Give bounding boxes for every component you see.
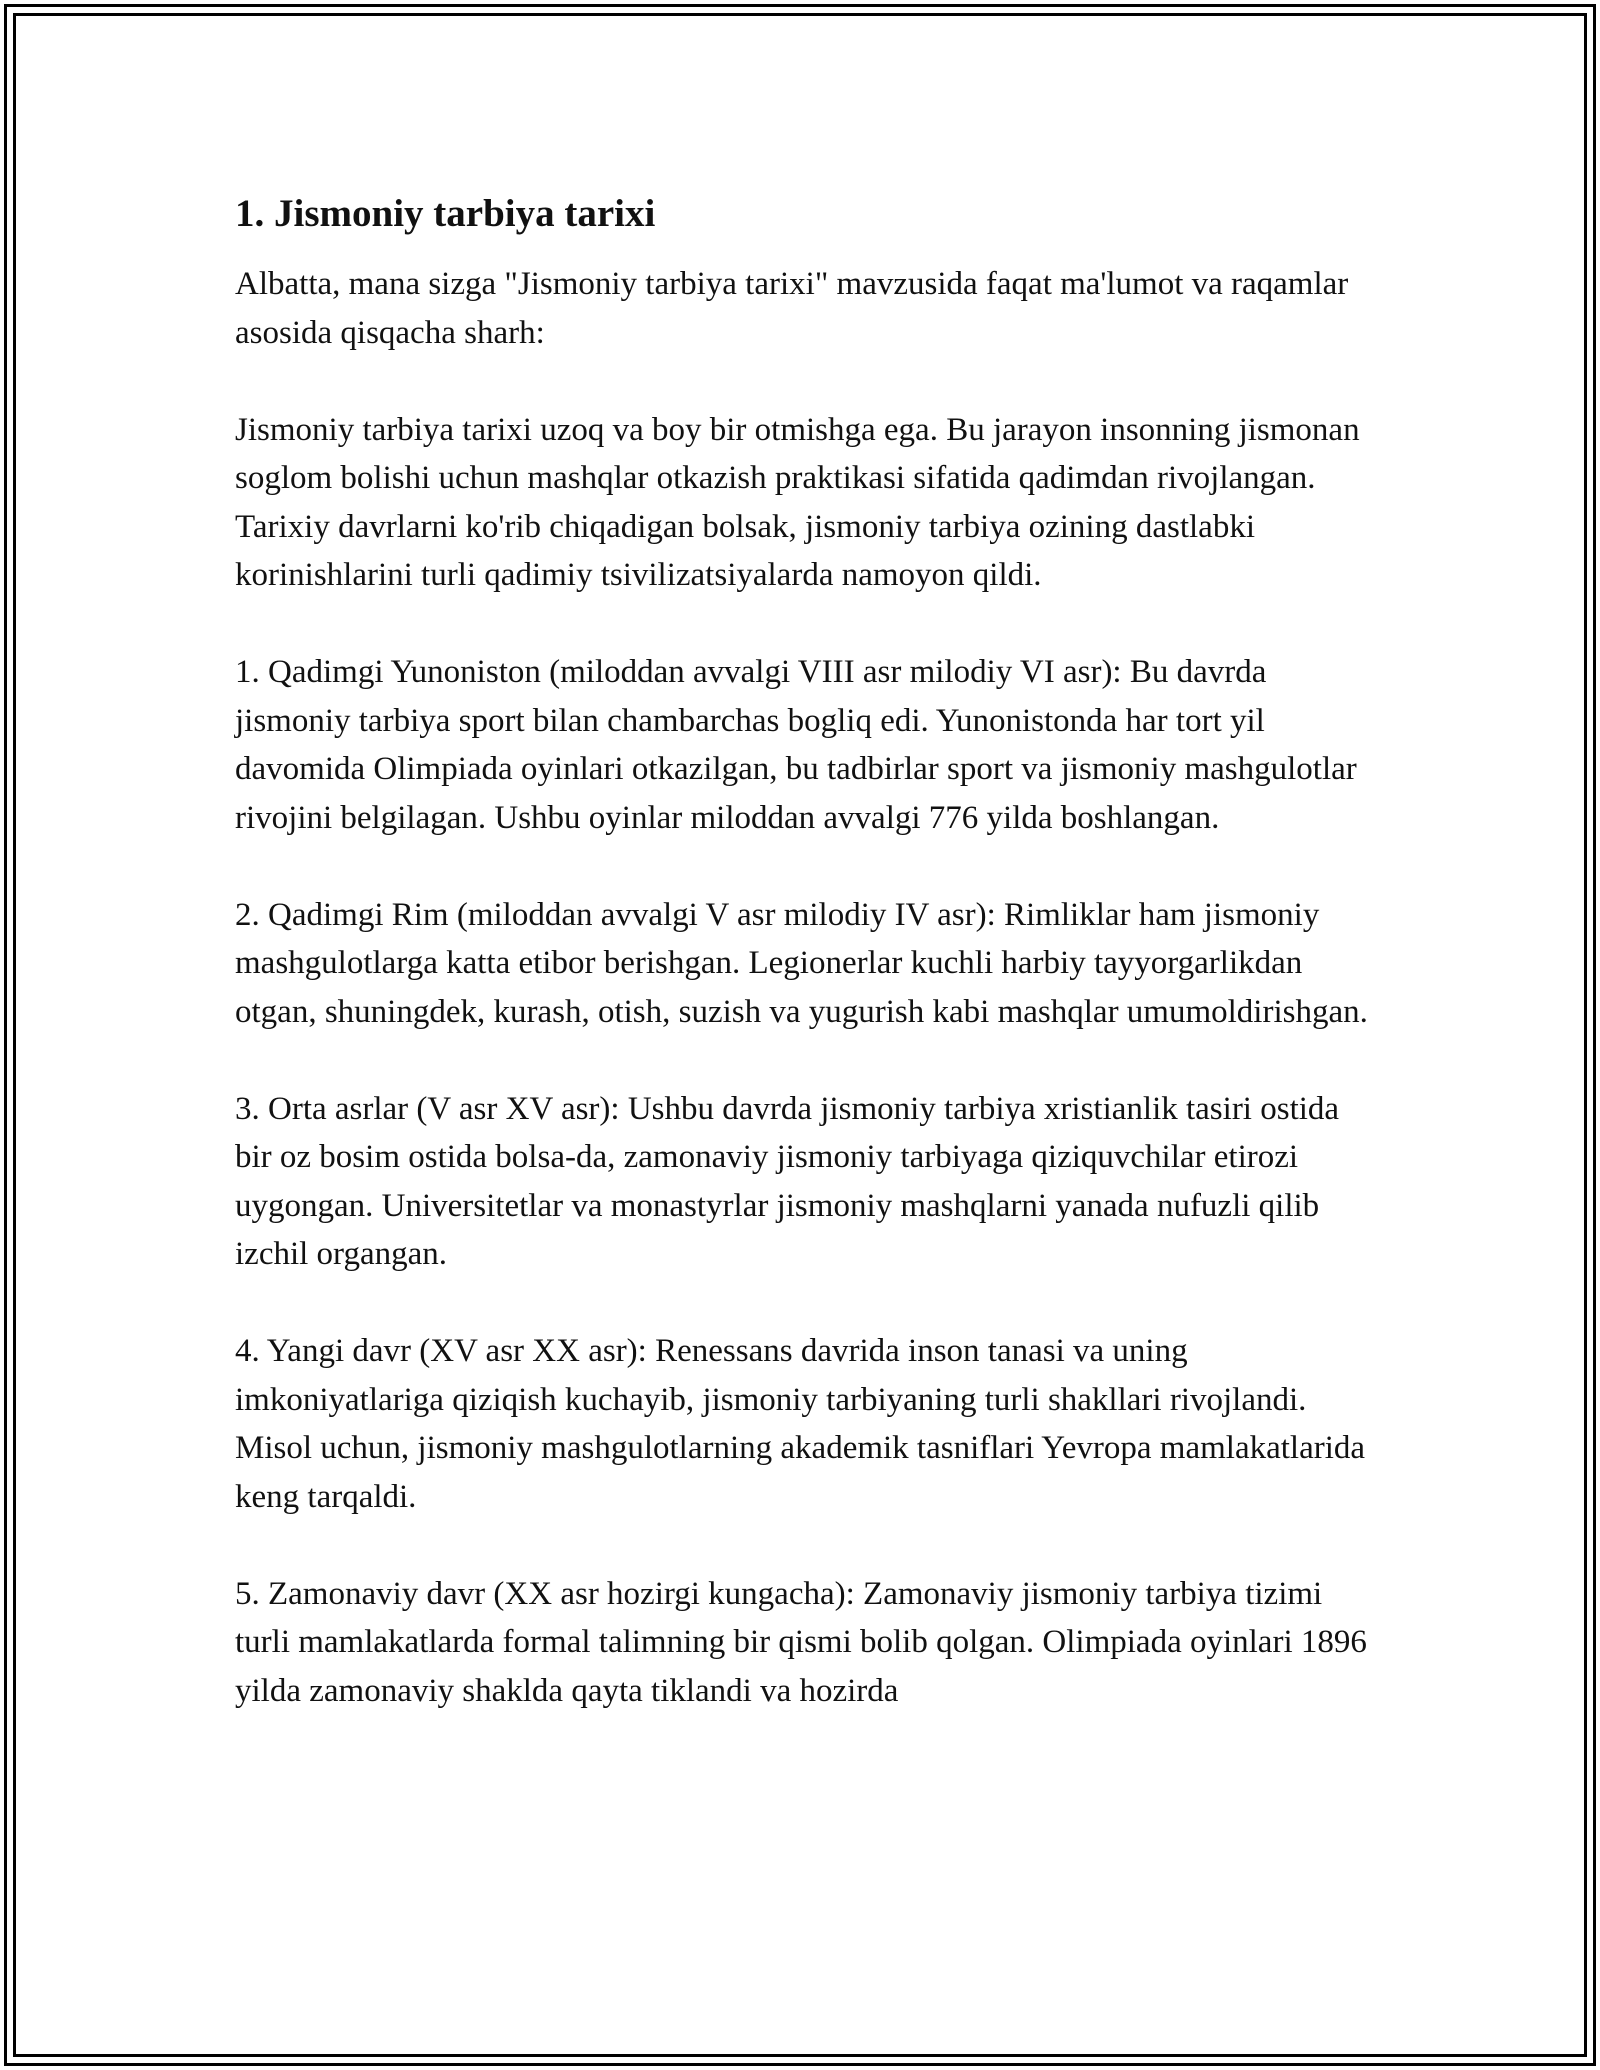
period-ancient-greece-paragraph: 1. Qadimgi Yunoniston (miloddan avvalgi VIII asr milodiy VI asr): Bu davrda jismoniy tarbiya sport bilan chambarchas bogliq edi. Yunonistonda har tort yil davomida Olimpiada oyinlari otkazilgan, bu tadbirlar sport va jismoniy mashgulotlar rivojini belgilagan. Ushbu oyinlar miloddan avvalgi 776 yilda boshlangan. xyxy=(235,654,1357,836)
document-title: 1. Jismoniy tarbiya tarixi xyxy=(235,192,656,235)
overview-paragraph: Jismoniy tarbiya tarixi uzoq va boy bir otmishga ega. Bu jarayon insonning jismonan soglom bolishi uchun mashqlar otkazish praktikasi sifatida qadimdan rivojlangan. Tarixiy davrlarni ko'rib chiqadigan bolsak, jismoniy tarbiya ozining dastlabki korinishlarini turli qadimiy tsivilizatsiyalarda namoyon qildi. xyxy=(235,411,1360,593)
period-new-era-paragraph: 4. Yangi davr (XV asr XX asr): Renessans davrida inson tanasi va uning imkoniyatlariga qiziqish kuchayib, jismoniy tarbiyaning turli shakllari rivojlandi. Misol uchun, jismoniy mashgulotlarning akademik tasniflari Yevropa mamlakatlarida keng tarqaldi. xyxy=(235,1333,1366,1515)
period-ancient-rome-paragraph: 2. Qadimgi Rim (miloddan avvalgi V asr milodiy IV asr): Rimliklar ham jismoniy mashgulotlarga katta etibor berishgan. Legionerlar kuchli harbiy tayyorgarlikdan otgan, shuningdek, kurash, otish, suzish va yugurish kabi mashqlar umumoldirishgan. xyxy=(235,896,1368,1030)
document-body xyxy=(235,188,1375,1715)
intro-paragraph: Albatta, mana sizga "Jismoniy tarbiya tarixi" mavzusida faqat ma'lumot va raqamlar asosida qisqacha sharh: xyxy=(235,266,1349,351)
period-middle-ages-paragraph: 3. Orta asrlar (V asr XV asr): Ushbu davrda jismoniy tarbiya xristianlik tasiri ostida bir oz bosim ostida bolsa-da, zamonaviy jismoniy tarbiyaga qiziquvchilar etirozi uygongan. Universitetlar va monastyrlar jismoniy mashqlarni yanada nufuzli qilib izchil organgan. xyxy=(235,1090,1340,1272)
period-modern-paragraph: 5. Zamonaviy davr (XX asr hozirgi kungacha): Zamonaviy jismoniy tarbiya tizimi turli mamlakatlarda formal talimning bir qismi bolib qolgan. Olimpiada oyinlari 1896 yilda zamonaviy shaklda qayta tiklandi va hozirda xyxy=(235,1575,1367,1709)
